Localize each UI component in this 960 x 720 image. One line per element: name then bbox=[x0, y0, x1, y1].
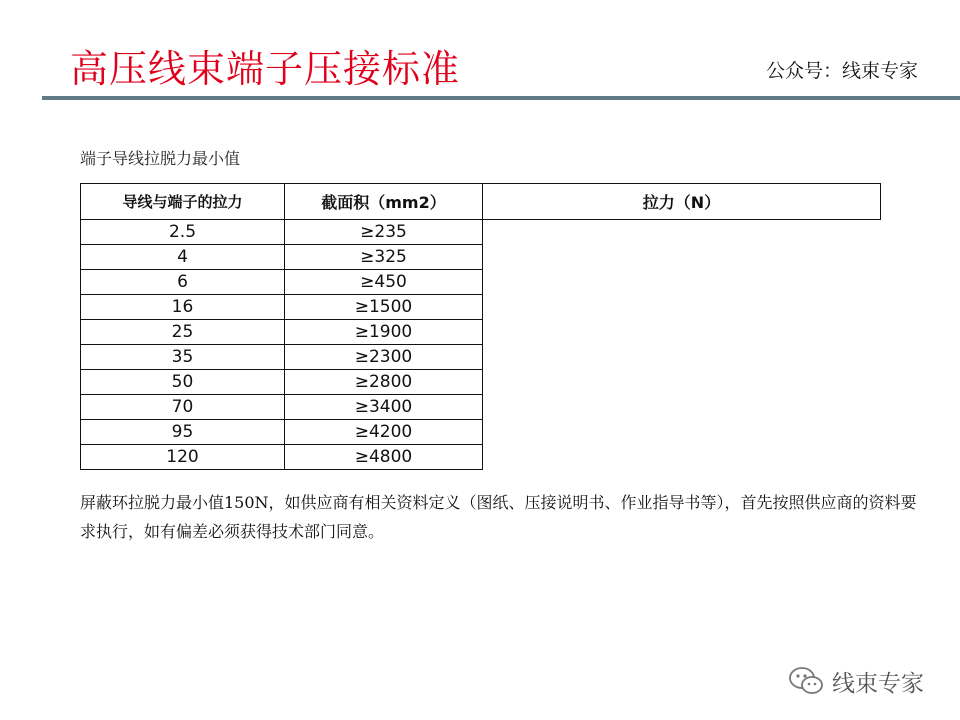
pull-force-cell: ≥4800 bbox=[285, 445, 483, 470]
pull-force-cell: ≥1500 bbox=[285, 295, 483, 320]
shield-ring-note: 屏蔽环拉脱力最小值150N，如供应商有相关资料定义（图纸、压接说明书、作业指导书等），首先按照供应商的资料要求执行，如有偏差必须获得技术部门同意。 bbox=[80, 493, 917, 541]
table-row bbox=[81, 395, 881, 420]
watermark-text: 线束专家 bbox=[832, 670, 924, 697]
cross-section-cell: 2.5 bbox=[81, 220, 285, 245]
table-row bbox=[81, 295, 881, 320]
pull-force-cell: ≥3400 bbox=[285, 395, 483, 420]
column-header-force: 拉力（N） bbox=[483, 184, 881, 220]
cross-section-cell: 95 bbox=[81, 420, 285, 445]
table-row bbox=[81, 445, 881, 470]
account-label: 公众号：线束专家 bbox=[765, 60, 918, 82]
table-row bbox=[81, 345, 881, 370]
wechat-icon bbox=[788, 666, 824, 696]
title-divider bbox=[42, 96, 960, 100]
cross-section-cell: 25 bbox=[81, 320, 285, 345]
cross-section-cell: 70 bbox=[81, 395, 285, 420]
watermark bbox=[788, 664, 924, 698]
table-header-row bbox=[81, 184, 881, 220]
cross-section-cell: 50 bbox=[81, 370, 285, 395]
table-caption: 端子导线拉脱力最小值 bbox=[80, 149, 241, 168]
pull-force-cell: ≥2800 bbox=[285, 370, 483, 395]
column-header-area: 截面积（mm2） bbox=[285, 184, 483, 220]
cross-section-cell: 6 bbox=[81, 270, 285, 295]
cross-section-cell: 16 bbox=[81, 295, 285, 320]
pull-force-cell: ≥235 bbox=[285, 220, 483, 245]
row-header-cell: 导线与端子的拉力 bbox=[81, 184, 285, 220]
pull-force-cell: ≥325 bbox=[285, 245, 483, 270]
table-row bbox=[81, 420, 881, 445]
table-row bbox=[81, 320, 881, 345]
pull-force-cell: ≥450 bbox=[285, 270, 483, 295]
cross-section-cell: 4 bbox=[81, 245, 285, 270]
table-body bbox=[81, 220, 881, 470]
cross-section-cell: 35 bbox=[81, 345, 285, 370]
cross-section-cell: 120 bbox=[81, 445, 285, 470]
slide-title: 高压线束端子压接标准 bbox=[70, 47, 461, 91]
pull-force-cell: ≥2300 bbox=[285, 345, 483, 370]
table-row bbox=[81, 270, 881, 295]
pull-force-table bbox=[80, 183, 881, 470]
table-row bbox=[81, 245, 881, 270]
table-row bbox=[81, 370, 881, 395]
table-row bbox=[81, 220, 881, 245]
pull-force-cell: ≥4200 bbox=[285, 420, 483, 445]
pull-force-cell: ≥1900 bbox=[285, 320, 483, 345]
